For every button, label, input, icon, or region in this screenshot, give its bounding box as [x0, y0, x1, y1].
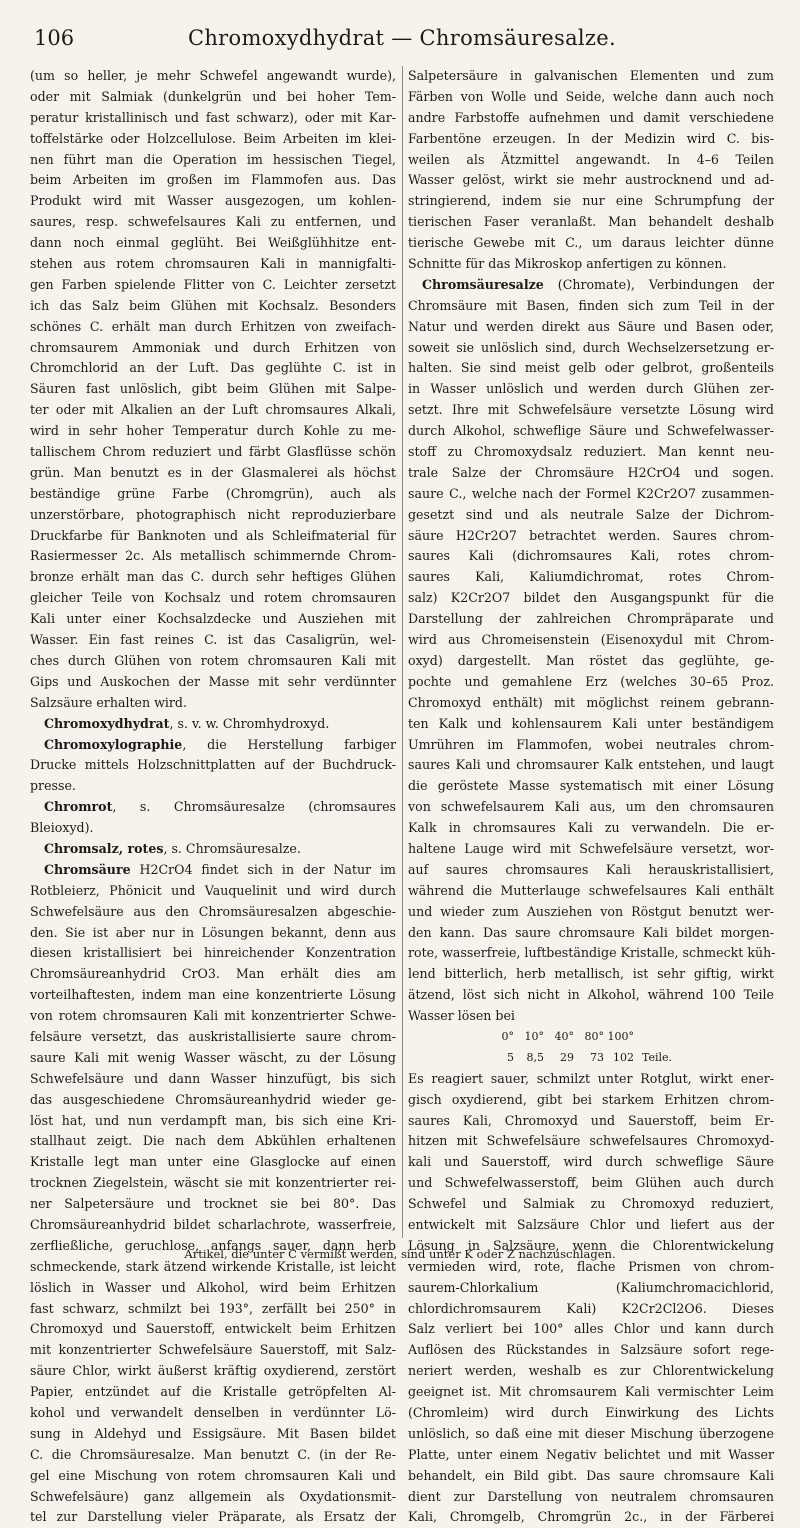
- text-line: (um so heller, je mehr Schwefel angewandt wurde),: [30, 68, 396, 83]
- text-line: lend bitterlich, herb metallisch, ist sehr giftig, wirkt: [408, 966, 774, 982]
- text-line: Umrühren im Flammofen, wobei neutrales chrom-: [408, 736, 774, 752]
- headword: Chromsäuresalze: [422, 276, 544, 292]
- text-line: Chromchlorid an der Luft. Das geglühte C. ist in: [30, 360, 396, 376]
- table-cell: 10°: [524, 1029, 544, 1043]
- text-line: rote, wasserfreie, luftbeständige Kristalle, schmeckt küh-: [408, 945, 776, 961]
- text-line: saures Kali und chromsaurer Kalk entstehen, und laugt: [408, 757, 774, 773]
- text-line: dient zur Darstellung von neutralem chromsauren: [408, 1488, 774, 1504]
- headword: Chromrot: [44, 799, 113, 815]
- table-unit-label: Teile.: [642, 1050, 673, 1064]
- text-line: gesetzt sind und als neutrale Salze der Dichrom-: [408, 506, 774, 522]
- text-line: Wasser lösen bei: [408, 1008, 515, 1024]
- text-line: ätzend, löst sich nicht in Alkohol, während 100 Teile: [408, 987, 774, 1003]
- text-line: Schwefelsäure aus den Chromsäuresalzen abgeschie-: [30, 903, 396, 919]
- text-line: schönes C. erhält man durch Erhitzen von zweifach-: [30, 318, 396, 334]
- table-cell: 0°: [501, 1029, 514, 1043]
- text-line: tierischen Faser veranlaßt. Man behandelt deshalb: [408, 214, 774, 230]
- text-line: saure Kali mit wenig Wasser wäscht, zu der Lösung: [30, 1049, 396, 1065]
- text-line: Papier, entzündet auf die Kristalle getröpfelten Al-: [30, 1384, 396, 1400]
- text-line: Schnitte für das Mikroskop anfertigen zu können.: [408, 256, 727, 272]
- text-line: Kali, Chromgelb, Chromgrün 2c., in der Färberei: [408, 1509, 774, 1525]
- page-number: 106: [34, 26, 75, 50]
- text-line: den kann. Das saure chromsaure Kali bildet morgen-: [408, 924, 774, 940]
- text-line: C. die Chromsäuresalze. Man benutzt C. (in der Re-: [30, 1446, 396, 1462]
- table-cell: 8,5: [526, 1050, 544, 1064]
- text-line: in Wasser unlöslich und werden durch Glühen zer-: [408, 381, 774, 397]
- text-line: bronze erhält man das C. durch sehr heftiges Glühen: [30, 569, 396, 585]
- text-line: Drucke mittels Holzschnittplatten auf der Buchdruck-: [30, 757, 396, 773]
- text-line: von schwefelsaurem Kali aus, um den chromsauren: [408, 799, 774, 815]
- text-line: vermieden wird, rote, flache Prismen von chrom-: [408, 1258, 774, 1274]
- text-line: toffelstärke oder Holzcellulose. Beim Arbeiten im klei-: [30, 130, 396, 146]
- text-line: kohol und verwandelt denselben in verdünnter Lö-: [30, 1405, 396, 1420]
- headword: Chromoxylographie: [44, 736, 183, 752]
- text-line: Natur und werden direkt aus Säure und Basen oder,: [408, 318, 774, 334]
- table-cell: 100°: [607, 1029, 634, 1043]
- text-line: tel zur Darstellung vieler Präparate, als Ersatz der: [30, 1509, 396, 1525]
- text-line: chlordichromsaurem Kali) K2Cr2Cl2O6. Dieses: [408, 1300, 774, 1316]
- text-line: Chromoxylographie, die Herstellung farbiger: [44, 736, 396, 752]
- solubility-table-row: [408, 1027, 774, 1048]
- text-line: Chromsäure H2CrO4 findet sich in der Natur im: [44, 861, 396, 877]
- text-line: Salzsäure erhalten wird.: [30, 694, 187, 710]
- text-line: Chromsäure mit Basen, finden sich zum Teil in der: [408, 297, 774, 313]
- text-line: (Chromleim) wird durch Einwirkung des Lichts: [408, 1405, 774, 1420]
- text-line: Chromrot, s. Chromsäuresalze (chromsaures: [44, 799, 396, 815]
- text-line: Salpetersäure in galvanischen Elementen und zum: [408, 68, 774, 83]
- text-line: Platte, unter einem Negativ belichtet und mit Wasser: [408, 1446, 774, 1462]
- text-line: neriert werden, weshalb es zur Chlorentwickelung: [408, 1363, 774, 1379]
- text-line: während die Mutterlauge schwefelsaures Kali enthält: [408, 882, 774, 898]
- text-line: Rasiermesser 2c. Als metallisch schimmernde Chrom-: [30, 548, 396, 564]
- text-line: felsäure versetzt, das auskristallisierte saure chrom-: [30, 1028, 396, 1044]
- text-line: weilen als Ätzmittel angewandt. In 4–6 Teilen: [408, 151, 774, 167]
- text-line: mit konzentrierter Schwefelsäure Sauerstoff, mit Salz-: [30, 1342, 396, 1358]
- text-line: andre Farbstoffe aufnehmen und damit verschiedene: [408, 109, 774, 125]
- text-line: saures Kali, Chromoxyd und Sauerstoff, beim Er-: [408, 1112, 774, 1128]
- text-line: trocknen Ziegelstein, wäscht sie mit konzentrierter rei-: [30, 1175, 396, 1191]
- text-line: und wieder zum Ausziehen von Röstgut benutzt wer-: [408, 903, 774, 919]
- text-line: hitzen mit Schwefelsäure schwefelsaures Chromoxyd-: [408, 1133, 774, 1149]
- text-line: Kalk in chromsaures Kali zu verwandeln. Die er-: [408, 820, 774, 836]
- text-line: fast schwarz, schmilzt bei 193°, zerfällt bei 250° in: [30, 1300, 396, 1316]
- text-line: tierische Gewebe mit C., um daraus leichter dünne: [408, 235, 774, 251]
- table-cell: 5: [507, 1050, 514, 1064]
- text-line: stehen aus rotem chromsauren Kali in mannigfalti-: [30, 256, 396, 272]
- text-line: löslich in Wasser und Alkohol, wird beim Erhitzen: [30, 1279, 396, 1295]
- text-line: unlöslich, so daß eine mit dieser Mischung überzogene: [408, 1425, 774, 1441]
- text-line: gel eine Mischung von rotem chromsauren Kali und: [30, 1467, 396, 1483]
- text-line: grün. Man benutzt es in der Glasmalerei als höchst: [30, 464, 396, 480]
- text-line: Schwefel und Salmiak zu Chromoxyd reduziert,: [408, 1196, 774, 1212]
- left-column: [30, 66, 396, 1525]
- text-line: Salz verliert bei 100° alles Chlor und kann durch: [408, 1321, 774, 1337]
- text-line: soweit sie unlöslich sind, durch Wechselzersetzung er-: [408, 339, 774, 355]
- text-line: auf saures chromsaures Kali herauskristallisiert,: [408, 861, 774, 877]
- text-line: setzt. Ihre mit Schwefelsäure versetzte Lösung wird: [408, 402, 774, 418]
- table-cell: 29: [560, 1050, 574, 1064]
- text-line: saures Kali, Kaliumdichromat, rotes Chrom-: [408, 569, 774, 585]
- text-line: Färben von Wolle und Seide, welche dann auch noch: [408, 88, 774, 104]
- text-line: ich das Salz beim Glühen mit Kochsalz. Besonders: [30, 297, 396, 313]
- text-line: halten. Sie sind meist gelb oder gelbrot, großenteils: [408, 360, 774, 376]
- text-line: Kristalle legt man unter eine Glasglocke auf einen: [30, 1154, 396, 1170]
- text-line: beständige grüne Farbe (Chromgrün), auch als: [30, 485, 396, 501]
- footer-note: Artikel, die unter C vermißt werden, sind unter K oder Z nachzuschlagen.: [184, 1247, 616, 1261]
- text-line: Bleioxyd).: [30, 820, 94, 836]
- text-line: Chromoxyd und Sauerstoff, entwickelt beim Erhitzen: [30, 1321, 396, 1337]
- text-line: Wasser. Ein fast reines C. ist das Casaligrün, wel-: [30, 632, 396, 648]
- text-line: saure C., welche nach der Formel K2Cr2O7 zusammen-: [408, 485, 774, 501]
- text-line: Säuren fast unlöslich, gibt beim Glühen mit Salpe-: [30, 381, 396, 397]
- text-line: Darstellung der zahlreichen Chrompräparate und: [408, 611, 774, 627]
- text-line: stallhaut zeigt. Die nach dem Abkühlen erhaltenen: [30, 1133, 396, 1149]
- text-line: gen Farben spielende Flitter von C. Leichter zersetzt: [30, 276, 396, 292]
- table-cell: 80°: [584, 1029, 604, 1043]
- text-line: sung in Aldehyd und Essigsäure. Mit Basen bildet: [30, 1425, 396, 1441]
- text-line: löst hat, und nun verdampft man, bis sich eine Kri-: [30, 1112, 396, 1128]
- text-line: ner Salpetersäure und trocknet sie bei 80°. Das: [30, 1196, 396, 1212]
- text-line: ter oder mit Alkalien an der Luft chromsaures Alkali,: [30, 402, 396, 418]
- right-column: [408, 66, 776, 1525]
- text-line: diesen kristallisiert bei hinreichender Konzentration: [30, 945, 396, 961]
- text-line: die geröstete Masse systematisch mit einer Lösung: [408, 778, 774, 794]
- text-line: pochte und gemahlene Erz (welches 30–65 Proz.: [408, 673, 774, 689]
- text-line: Gips und Auskochen der Masse mit sehr verdünnter: [30, 673, 396, 689]
- text-line: presse.: [30, 778, 76, 794]
- text-line: Auflösen des Rückstandes in Salzsäure sofort rege-: [408, 1342, 774, 1358]
- text-line: gisch oxydierend, gibt bei starkem Erhitzen chrom-: [408, 1091, 774, 1107]
- text-line: ches durch Glühen von rotem chromsauren Kali mit: [30, 652, 396, 668]
- text-line: saures, resp. schwefelsaures Kali zu entfernen, und: [30, 214, 396, 230]
- text-line: stoff zu Chromoxydsalz reduziert. Man kennt neu-: [408, 444, 774, 460]
- text-line: Chromoxyd enthält) mit möglichst reinem gebrann-: [408, 694, 774, 710]
- text-line: von rotem chromsauren Kali mit konzentrierter Schwe-: [30, 1008, 396, 1024]
- text-line: das ausgeschiedene Chromsäureanhydrid wieder ge-: [30, 1091, 396, 1107]
- text-line: haltene Lauge wird mit Schwefelsäure versetzt, wor-: [408, 840, 774, 856]
- text-line: durch Alkohol, schweflige Säure und Schwefelwasser-: [408, 423, 774, 439]
- text-line: salz) K2Cr2O7 bildet den Ausgangspunkt für die: [408, 590, 774, 606]
- text-line: kali und Sauerstoff, wird durch schweflige Säure: [408, 1154, 774, 1170]
- text-line: nen führt man die Operation im hessischen Tiegel,: [30, 151, 396, 167]
- text-line: stringierend, indem sie nur eine Schrumpfung der: [408, 193, 774, 209]
- page-header: [34, 26, 770, 56]
- text-line: Es reagiert sauer, schmilzt unter Rotglut, wirkt ener-: [408, 1070, 774, 1086]
- column-divider: [402, 66, 403, 1238]
- text-line: Rotbleierz, Phönicit und Vauquelinit und wird durch: [30, 882, 396, 898]
- text-line: tallischem Chrom reduziert und färbt Glasflüsse schön: [30, 444, 396, 460]
- text-line: unzerstörbare, photographisch nicht reproduzierbare: [30, 506, 396, 522]
- text-line: Schwefelsäure) ganz allgemein als Oxydationsmit-: [30, 1488, 396, 1504]
- table-cell: 40°: [554, 1029, 574, 1043]
- text-line: beim Arbeiten im großen im Flammofen aus. Das: [30, 172, 396, 188]
- text-line: Chromsäuresalze (Chromate), Verbindungen der: [422, 276, 774, 292]
- text-line: vorteilhaftesten, indem man eine konzentrierte Lösung: [30, 987, 396, 1003]
- text-line: saurem-Chlorkalium (Kaliumchromacichlorid,: [408, 1279, 774, 1295]
- text-line: zerfließliche, geruchlose, anfangs sauer, dann herb: [30, 1237, 396, 1253]
- text-line: entwickelt mit Salzsäure Chlor und liefert aus der: [408, 1216, 774, 1232]
- headword: Chromsalz, rotes: [44, 840, 164, 856]
- text-line: trale Salze der Chromsäure H2CrO4 und sogen.: [408, 464, 774, 480]
- headword: Chromsäure: [44, 861, 131, 877]
- table-cell: 73: [590, 1050, 604, 1064]
- text-line: Lösung in Salzsäure, wenn die Chlorentwickelung: [408, 1237, 774, 1253]
- text-line: behandelt, ein Bild gibt. Das saure chromsaure Kali: [408, 1467, 774, 1483]
- text-line: säure Chlor, wirkt äußerst kräftig oxydierend, zerstört: [30, 1363, 396, 1379]
- text-line: Schwefelsäure und dann Wasser hinzufügt, bis sich: [30, 1070, 396, 1086]
- text-line: den. Sie ist aber nur in Lösungen bekannt, denn aus: [30, 924, 396, 940]
- text-line: Kali unter einer Kochsalzdecke und Ausziehen mit: [30, 611, 396, 627]
- text-line: Produkt wird mit Wasser ausgezogen, um kohlen-: [30, 193, 396, 209]
- text-line: schmeckende, stark ätzend wirkende Kristalle, ist leicht: [30, 1258, 396, 1274]
- text-line: wird in sehr hoher Temperatur durch Kohle zu me-: [30, 423, 396, 439]
- text-line: saures Kali (dichromsaures Kali, rotes chrom-: [408, 548, 774, 564]
- text-line: peratur kristallinisch und fast schwarz), oder mit Kar-: [30, 109, 396, 125]
- text-line: und Schwefelwasserstoff, beim Glühen auch durch: [408, 1175, 774, 1191]
- text-line: säure H2Cr2O7 betrachtet werden. Saures chrom-: [408, 527, 774, 543]
- text-line: chromsaurem Ammoniak und durch Erhitzen von: [30, 339, 396, 355]
- table-cell: 102: [613, 1050, 634, 1064]
- text-line: geeignet ist. Mit chromsaurem Kali vermischter Leim: [408, 1384, 774, 1400]
- headword: Chromoxydhydrat: [44, 715, 170, 731]
- text-line: Chromsäureanhydrid CrO3. Man erhält dies am: [30, 966, 396, 982]
- text-line: oxyd) dargestellt. Man röstet das geglühte, ge-: [408, 652, 774, 668]
- text-line: Chromoxydhydrat, s. v. w. Chromhydroxyd.: [44, 715, 330, 731]
- text-line: Chromsäureanhydrid bildet scharlachrote, wasserfreie,: [30, 1216, 396, 1232]
- text-line: ten Kalk und kohlensaurem Kali unter beständigem: [408, 715, 774, 731]
- text-line: dann noch einmal geglüht. Bei Weißglühhitze ent-: [30, 235, 396, 251]
- solubility-table-row: [408, 1048, 774, 1069]
- text-line: wird aus Chromeisenstein (Eisenoxydul mit Chrom-: [408, 632, 774, 648]
- text-line: Farbentöne erzeugen. In der Medizin wird C. bis-: [408, 130, 774, 146]
- text-line: Wasser gelöst, wirkt sie mehr austrocknend und ad-: [408, 172, 774, 188]
- text-line: oder mit Salmiak (dunkelgrün und bei hoher Tem-: [30, 88, 396, 104]
- running-head: Chromoxydhydrat — Chromsäuresalze.: [187, 26, 616, 50]
- text-line: Druckfarbe für Banknoten und als Schleifmaterial für: [30, 527, 396, 543]
- text-line: gleicher Teile von Kochsalz und rotem chromsauren: [30, 590, 396, 606]
- text-line: Chromsalz, rotes, s. Chromsäuresalze.: [44, 840, 301, 856]
